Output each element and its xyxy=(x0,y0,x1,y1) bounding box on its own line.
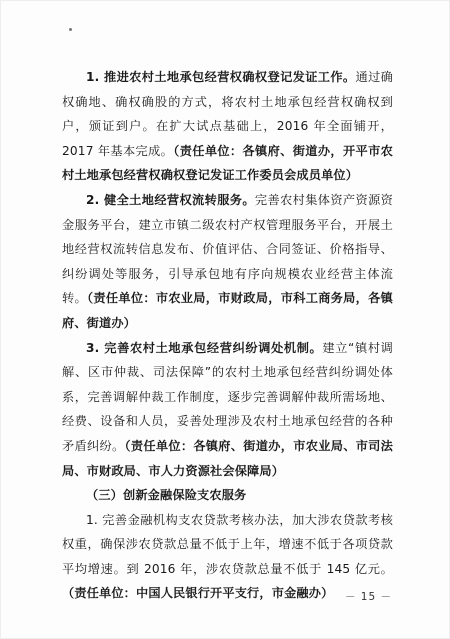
scan-mark xyxy=(69,28,72,31)
paragraph-final-item xyxy=(62,508,393,606)
item-2-body: 完善农村集体资产资源资金服务平台，建立市镇二级农村产权管理服务平台，开展土地经营权流转信息发布、价值评估、合同签证、价格指导、纠纷调处等服务，引导承包地有序向规模农业经营主体流转。 xyxy=(62,192,393,306)
page-number: － 15 － xyxy=(344,591,392,603)
final-item-responsible: （责任单位：中国人民银行开平支行，市金融办） xyxy=(62,586,334,601)
final-item-body: 1. 完善金融机构支农贷款考核办法，加大涉农贷款考核权重，确保涉农贷款总量不低于上年，增速不低于各项贷款平均增速。到 2016 年，涉农贷款总量不低于 145 亿元。 xyxy=(62,512,393,576)
paragraph-item-2 xyxy=(62,188,393,336)
section-heading: （三）创新金融保险支农服务 xyxy=(86,488,247,503)
item-1-title: 1. 推进农村土地承包经营权确权登记发证工作。 xyxy=(86,70,356,84)
item-1-responsible: （责任单位：各镇府、街道办，开平市农村土地承包经营权确权登记发证工作委员会成员单位） xyxy=(62,143,393,183)
document-body xyxy=(62,65,393,606)
item-3-body: 建立“镇村调解、区市仲裁、司法保障”的农村土地承包经营纠纷调处体系，完善调解仲裁工作制度，逐步完善调解仲裁所需场地、经费、设备和人员，妥善处理涉及农村土地承包经营的各种矛盾纠纷。 xyxy=(62,340,393,453)
item-3-responsible: （责任单位：各镇府、街道办，市农业局、市司法局、市财政局、市人力资源社会保障局） xyxy=(62,438,394,478)
item-2-responsible: （责任单位：市农业局，市财政局，市科工商务局，各镇府、街道办） xyxy=(62,291,393,330)
paragraph-item-3 xyxy=(62,336,393,484)
item-3-title: 3. 完善农村土地承包经营纠纷调处机制。 xyxy=(86,340,323,355)
item-1-body: 通过确权确地、确权确股的方式，将农村土地承包经营权确权到户，颁证到户。在扩大试点基础上，2016 年全面铺开，2017 年基本完成。 xyxy=(62,70,393,158)
item-2-title: 2. 健全土地经营权流转服务。 xyxy=(86,192,255,207)
paragraph-item-1 xyxy=(62,65,393,188)
